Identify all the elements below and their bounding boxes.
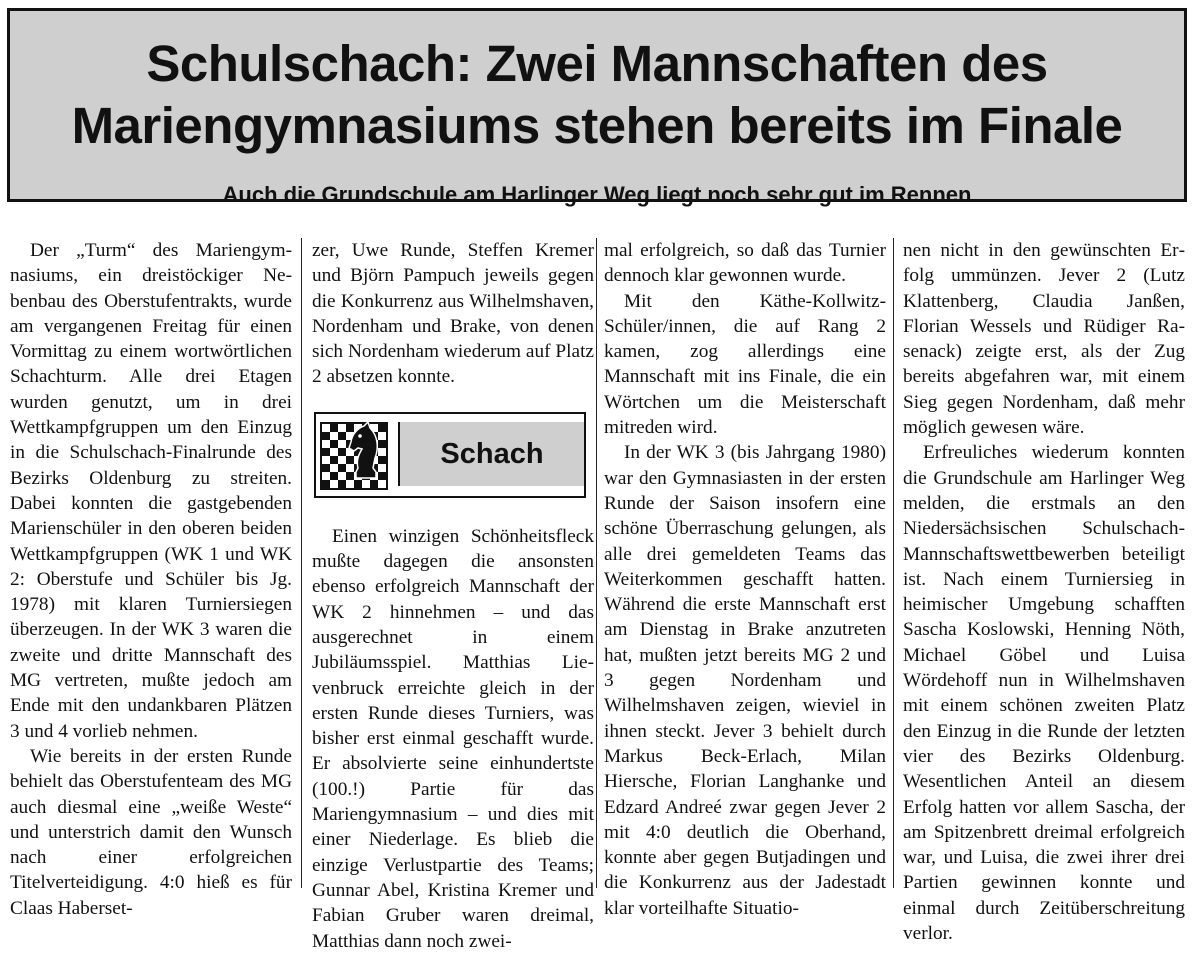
column-divider [301,238,302,888]
paragraph: mal erfolgreich, so daß das Turnier dennoch klar gewonnen wurde. [604,240,886,287]
paragraph: Der „Turm“ des Mariengymnasiums, ein dreistöckiger Nebenbau des Oberstufentrakts, wurde am vergangenen Freitag für einen Vormittag zu einem wortwörtlichen Schachturm. Alle drei Etagen wurden genutzt, um in drei Wettkampfgruppen um den Einzug in die Schulschach-Finalrunde des Bezirks Oldenburg zu streiten. Dabei konnten die gastgebenden Marienschüler in den oberen beiden Wettkampfgruppen (WK 1 und WK 2: Oberstufe und Schüler bis Jg. 1978) mit klaren Turniersiegen überzeugen. In der WK 3 waren die zweite und dritte Mannschaft des MG vertreten, mußte jedoch am Ende mit den undankbaren Plätzen 3 und 4 vorlieb nehmen. [10,240,292,742]
paragraph: Einen winzigen Schönheitsfleck mußte dagegen die ansonsten ebenso erfolgreich Mannschaft der WK 2 hinnehmen – und das ausgerechnet in einem Jubiläumsspiel. Matthias Lievenbruck erreichte gleich in der ersten Runde dieses Turniers, was bisher erst einmal geschafft wurde. Er absolvierte seine einhundertste (100.!) Partie für das Mariengymnasium – und dies mit einer Niederlage. Es blieb die einzige Verlustpartie des Teams; Gunnar Abel, Kristina Kremer und Fabian Gruber waren dreimal, Matthias dann noch zwei- [312,525,594,952]
column-divider [893,238,894,888]
chess-knight-icon [346,418,386,484]
paragraph: Erfreuliches wiederum konnten die Grundschule am Harlinger Weg melden, die erstmals an den Niedersächsischen Schulschach-Mannschaftswettbewerben beteiligt ist. Nach einem Turniersieg in heimischer Umgebung schafften Sascha Koslowski, Henning Nöth, Michael Göbel und Luisa Wördehoff nun in Wilhelmshaven mit einem schönen zweiten Platz den Einzug in die Runde der letzten vier des Bezirks Oldenburg. Wesentlichen Anteil an diesem Erfolg hatten vor allem Sascha, der am Spitzenbrett dreimal erfolgreich war, und Luisa, die zwei ihrer drei Partien gewinnen konnte und einmal durch Zeitüberschreitung verlor. [903,442,1185,945]
paragraph: nen nicht in den gewünschten Erfolg ummünzen. Jever 2 (Lutz Klattenberg, Claudia Janßen, Florian Wessels und Rüdiger Rasenack) zeigte erst, als der Zug bereits abgefahren war, mit einem Sieg gegen Nordenham, daß mehr möglich gewesen wäre. [903,240,1185,439]
article-column-4 [903,238,1185,946]
section-box [314,412,586,498]
subheadline: Auch die Grundschule am Harlinger Weg liegt noch sehr gut im Rennen [222,182,972,207]
headline-line-2: Mariengymnasiums stehen bereits im Finale [71,97,1123,154]
article-column-2 [312,238,594,954]
paragraph: zer, Uwe Runde, Steffen Kremer und Björn Pampuch jeweils gegen die Konkurrenz aus Wilhelmshaven, Nordenham und Brake, von denen sich Nordenham wiederum auf Platz 2 absetzen konnte. [312,240,594,388]
paragraph: In der WK 3 (bis Jahrgang 1980) war den Gymnasiasten in der ersten Runde der Saison insofern eine schöne Überraschung gelungen, als alle drei gemeldeten Teams das Weiterkommen geschafft hatten. Während die erste Mannschaft erst am Dienstag in Brake anzutreten hat, mußten jetzt bereits MG 2 und 3 gegen Nordenham und Wilhelmshaven zeigen, wieviel in ihnen steckt. Jever 3 behielt durch Markus Beck-Erlach, Milan Hiersche, Florian Langhanke und Edzard Andreé zwar gegen Jever 2 mit 4:0 deutlich die Oberhand, konnte aber gegen Butjadingen und die Konkurrenz aus der Jadestadt klar vorteilhafte Situatio- [604,442,886,919]
column-divider [596,238,597,888]
article-column-3 [604,238,886,921]
article-column-1 [10,238,292,921]
headline [10,33,1184,157]
section-label: Schach [398,422,584,486]
paragraph: Wie bereits in der ersten Runde behielt das Oberstufenteam des MG auch diesmal eine „weiße Weste“ und unterstrich damit den Wunsch nach einer erfolgreichen Titelverteidigung. 4:0 hieß es für Claas Haberset- [10,745,292,919]
headline-line-1: Schulschach: Zwei Mannschaften des [146,35,1048,92]
paragraph: Mit den Käthe-Kollwitz-Schüler/innen, die auf Rang 2 kamen, zog allerdings eine Mannschaft mit ins Finale, die ein Wörtchen um die Meisterschaft mitreden wird. [604,290,886,439]
headline-box [7,8,1187,207]
